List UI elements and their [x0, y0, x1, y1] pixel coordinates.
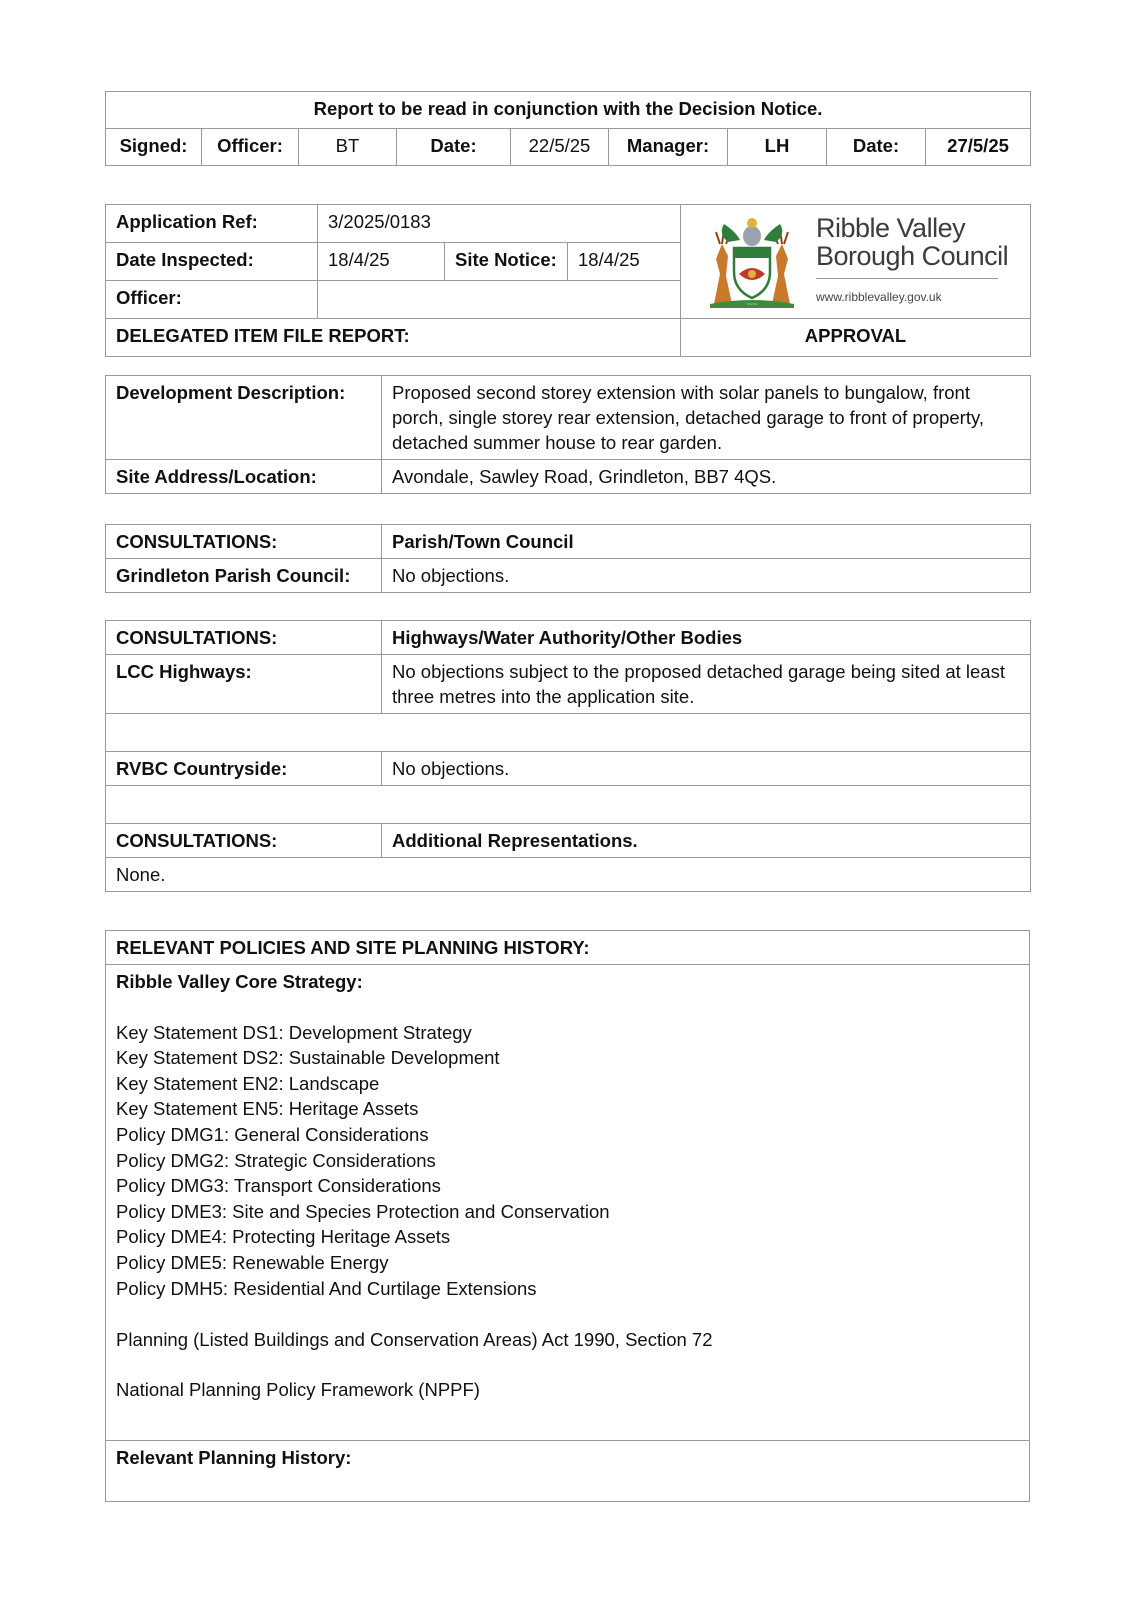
policies-table — [105, 930, 1030, 1502]
development-description-label: Development Description: — [106, 376, 382, 460]
brand-divider — [816, 278, 998, 279]
council-logo — [681, 205, 1031, 319]
date-inspected-value: 18/4/25 — [318, 243, 445, 281]
highways-consultations-heading: Highways/Water Authority/Other Bodies — [382, 621, 1031, 655]
rvbc-countryside-label: RVBC Countryside: — [106, 752, 382, 786]
parish-council-response: No objections. — [382, 559, 1031, 593]
policy-item: Policy DME4: Protecting Heritage Assets — [116, 1226, 451, 1248]
additional-consultations-label: CONSULTATIONS: — [106, 824, 382, 858]
app-ref-value: 3/2025/0183 — [318, 205, 681, 243]
manager-value: LH — [728, 129, 827, 166]
policy-item: Key Statement DS2: Sustainable Development — [116, 1047, 500, 1069]
policy-item: Key Statement EN5: Heritage Assets — [116, 1098, 419, 1120]
parish-consultation-table — [105, 524, 1031, 593]
empty-row — [106, 714, 1031, 752]
policies-heading: RELEVANT POLICIES AND SITE PLANNING HISTORY: — [106, 931, 1030, 965]
report-decision: APPROVAL — [681, 319, 1031, 357]
policy-item: Policy DME3: Site and Species Protection and Conservation — [116, 1200, 610, 1222]
highways-consultations-label: CONSULTATIONS: — [106, 621, 382, 655]
listed-buildings-act: Planning (Listed Buildings and Conservation Areas) Act 1990, Section 72 — [116, 1328, 713, 1350]
policy-item: Policy DMH5: Residential And Curtilage Extensions — [116, 1277, 537, 1299]
policies-body — [106, 965, 1030, 1441]
application-table — [105, 204, 1031, 357]
lcc-highways-response: No objections subject to the proposed detached garage being sited at least three metres into the application site. — [382, 655, 1031, 714]
svg-text:~~~~: ~~~~ — [746, 301, 758, 308]
signed-label: Signed: — [106, 129, 202, 166]
additional-representations-heading: Additional Representations. — [382, 824, 1031, 858]
policy-item: Policy DMG3: Transport Considerations — [116, 1175, 441, 1197]
site-notice-value: 18/4/25 — [568, 243, 681, 281]
policy-item: Policy DMG1: General Considerations — [116, 1123, 429, 1145]
officer-value: BT — [299, 129, 397, 166]
parish-consultations-heading: Parish/Town Council — [382, 525, 1031, 559]
site-notice-label: Site Notice: — [445, 243, 568, 281]
council-website: www.ribblevalley.gov.uk — [816, 289, 942, 304]
date2-label: Date: — [827, 129, 926, 166]
planning-history-heading: Relevant Planning History: — [106, 1440, 1030, 1501]
empty-row — [106, 786, 1031, 824]
signoff-header: Report to be read in conjunction with the Decision Notice. — [106, 92, 1031, 129]
council-crest-icon — [706, 214, 798, 310]
report-type-label: DELEGATED ITEM FILE REPORT: — [106, 319, 681, 357]
policy-item: Policy DME5: Renewable Energy — [116, 1251, 389, 1273]
officer-label: Officer: — [202, 129, 299, 166]
development-description-value: Proposed second storey extension with solar panels to bungalow, front porch, single storey rear extension, detached garage to front of property, detached summer house to rear garden. — [382, 376, 1031, 460]
core-strategy-heading: Ribble Valley Core Strategy: — [116, 971, 363, 992]
nppf-reference: National Planning Policy Framework (NPPF) — [116, 1379, 480, 1401]
lcc-highways-label: LCC Highways: — [106, 655, 382, 714]
council-name-line2: Borough Council — [816, 240, 1009, 271]
parish-council-label: Grindleton Parish Council: — [106, 559, 382, 593]
policy-list — [116, 1020, 1019, 1302]
site-address-value: Avondale, Sawley Road, Grindleton, BB7 4QS. — [382, 460, 1031, 494]
manager-label: Manager: — [609, 129, 728, 166]
policy-item: Policy DMG2: Strategic Considerations — [116, 1149, 436, 1171]
highways-consultation-table — [105, 620, 1031, 892]
date-label: Date: — [397, 129, 511, 166]
app-ref-label: Application Ref: — [106, 205, 318, 243]
app-officer-label: Officer: — [106, 281, 318, 319]
policy-item: Key Statement DS1: Development Strategy — [116, 1021, 472, 1043]
date2-value: 27/5/25 — [926, 129, 1031, 166]
policy-item: Key Statement EN2: Landscape — [116, 1072, 380, 1094]
rvbc-countryside-response: No objections. — [382, 752, 1031, 786]
additional-representations-value: None. — [106, 858, 1031, 892]
app-officer-value — [318, 281, 681, 319]
parish-consultations-label: CONSULTATIONS: — [106, 525, 382, 559]
development-table — [105, 375, 1031, 494]
date-value: 22/5/25 — [511, 129, 609, 166]
council-name-line1: Ribble Valley — [816, 212, 966, 243]
site-address-label: Site Address/Location: — [106, 460, 382, 494]
signoff-table — [105, 91, 1031, 166]
date-inspected-label: Date Inspected: — [106, 243, 318, 281]
